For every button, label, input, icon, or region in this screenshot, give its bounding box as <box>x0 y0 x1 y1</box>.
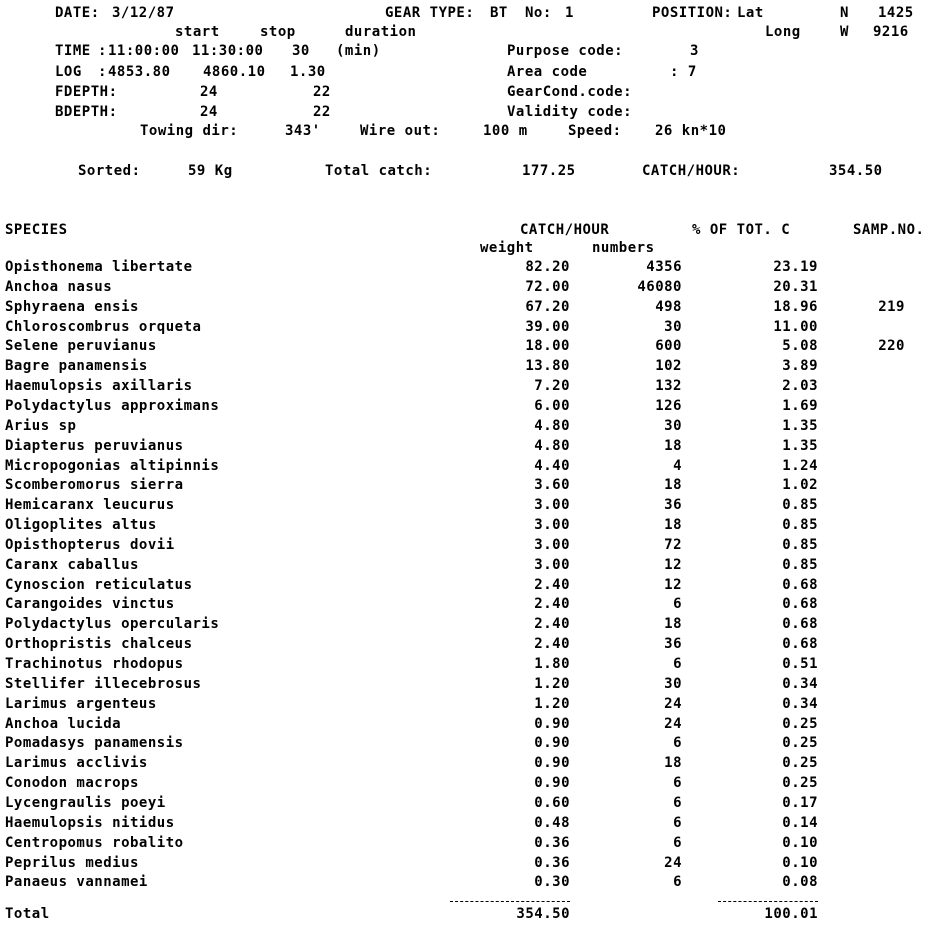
species-name: Peprilus medius <box>5 854 139 871</box>
catch-weight: 4.80 <box>534 417 570 434</box>
catch-numbers: 6 <box>673 874 682 891</box>
catch-numbers: 18 <box>664 477 682 494</box>
percent-of-total: 0.34 <box>782 695 818 712</box>
catch-numbers: 24 <box>664 854 682 871</box>
catch-weight: 6.00 <box>534 397 570 414</box>
species-name: Trachinotus rhodopus <box>5 656 184 672</box>
catch-weight: 1.80 <box>534 656 570 672</box>
percent-of-total: 5.08 <box>782 338 818 355</box>
table-row <box>0 835 950 855</box>
species-name: Haemulopsis nitidus <box>5 814 175 831</box>
table-row <box>0 378 950 398</box>
percent-of-total: 0.68 <box>782 576 818 593</box>
bdepth-start: 24 <box>200 104 218 120</box>
percent-of-total: 11.00 <box>773 318 818 335</box>
catch-numbers: 6 <box>673 794 682 811</box>
table-row <box>0 596 950 616</box>
catch-numbers: 30 <box>664 417 682 434</box>
time-unit: (min) <box>336 43 381 59</box>
towing-dir-label: Towing dir: <box>140 123 239 139</box>
table-row <box>0 338 950 358</box>
sample-number: 220 <box>878 338 905 355</box>
gear-type-label: GEAR TYPE: <box>385 5 475 21</box>
gear-type-value: BT <box>490 5 508 21</box>
catch-numbers: 126 <box>655 397 682 414</box>
species-name: Conodon macrops <box>5 775 139 792</box>
towing-dir-value: 343' <box>285 123 321 139</box>
species-column-header: SPECIES <box>5 222 68 238</box>
table-row <box>0 517 950 537</box>
catch-weight: 39.00 <box>525 318 570 335</box>
catch-numbers: 36 <box>664 636 682 653</box>
table-row <box>0 855 950 875</box>
catch-weight: 0.90 <box>534 775 570 792</box>
station-no-value: 1 <box>565 5 574 21</box>
catch-weight: 0.60 <box>534 794 570 811</box>
percent-of-total: 0.14 <box>782 814 818 831</box>
percent-of-total: 23.19 <box>773 259 818 275</box>
species-name: Polydactylus approximans <box>5 397 220 414</box>
weight-subheader: weight <box>480 240 534 256</box>
percent-of-total: 0.10 <box>782 854 818 871</box>
catch-weight: 4.80 <box>534 437 570 454</box>
percent-of-total: 18.96 <box>773 298 818 315</box>
catch-numbers: 18 <box>664 437 682 454</box>
speed-value: 26 kn*10 <box>655 123 727 139</box>
table-row <box>0 477 950 497</box>
species-name: Sphyraena ensis <box>5 298 139 315</box>
table-row <box>0 577 950 597</box>
table-row <box>0 636 950 656</box>
catch-weight: 18.00 <box>525 338 570 355</box>
species-name: Carangoides vinctus <box>5 596 175 613</box>
catch-numbers: 18 <box>664 755 682 772</box>
table-row <box>0 755 950 775</box>
long-label: Long <box>765 24 801 40</box>
species-name: Oligoplites altus <box>5 517 157 534</box>
percent-of-total: 1.02 <box>782 477 818 494</box>
catch-weight: 1.20 <box>534 675 570 692</box>
catch-per-hour-label: CATCH/HOUR: <box>642 163 741 179</box>
species-name: Centropomus robalito <box>5 834 184 851</box>
sorted-label: Sorted: <box>78 163 141 179</box>
catch-weight: 1.20 <box>534 695 570 712</box>
percent-of-total: 0.25 <box>782 735 818 752</box>
species-name: Pomadasys panamensis <box>5 735 184 752</box>
percent-of-total: 0.25 <box>782 775 818 792</box>
species-name: Larimus argenteus <box>5 695 157 712</box>
percent-of-total: 3.89 <box>782 358 818 375</box>
purpose-code-label: Purpose code: <box>507 43 624 59</box>
gearcond-code-label: GearCond.code: <box>507 84 633 100</box>
percent-of-total: 0.85 <box>782 517 818 534</box>
wire-out-value: 100 m <box>483 123 528 139</box>
bdepth-label: BDEPTH: <box>55 104 118 120</box>
percent-of-total: 0.08 <box>782 874 818 891</box>
percent-total-rule <box>718 901 818 902</box>
time-label: TIME <box>55 43 91 59</box>
validity-code-label: Validity code: <box>507 104 633 120</box>
log-start: 4853.80 <box>108 64 171 80</box>
sample-number-column-header: SAMP.NO. <box>853 222 925 238</box>
species-name: Selene peruvianus <box>5 338 157 355</box>
catch-numbers: 46080 <box>637 278 682 295</box>
area-code-value: : 7 <box>670 64 697 80</box>
table-row <box>0 319 950 339</box>
catch-numbers: 6 <box>673 596 682 613</box>
species-name: Lycengraulis poeyi <box>5 794 166 811</box>
species-name: Anchoa nasus <box>5 278 113 295</box>
species-name: Panaeus vannamei <box>5 874 148 891</box>
area-code-label: Area code <box>507 64 588 80</box>
table-row <box>0 874 950 894</box>
table-row <box>0 279 950 299</box>
catch-numbers: 24 <box>664 715 682 732</box>
log-duration: 1.30 <box>290 64 326 80</box>
species-name: Stellifer illecebrosus <box>5 675 202 692</box>
percent-of-total: 0.34 <box>782 675 818 692</box>
catch-weight: 0.30 <box>534 874 570 891</box>
catch-numbers: 30 <box>664 675 682 692</box>
long-hemisphere: W <box>840 24 849 40</box>
species-name: Diapterus peruvianus <box>5 437 184 454</box>
catch-weight: 7.20 <box>534 378 570 395</box>
table-row <box>0 557 950 577</box>
table-row <box>0 815 950 835</box>
catch-weight: 2.40 <box>534 576 570 593</box>
time-start: 11:00:00 <box>108 43 180 59</box>
species-name: Scomberomorus sierra <box>5 477 184 494</box>
table-row <box>0 398 950 418</box>
column-stop-header: stop <box>260 24 296 40</box>
percent-of-total: 2.03 <box>782 378 818 395</box>
percent-of-total: 0.85 <box>782 556 818 573</box>
purpose-code-value: 3 <box>690 43 699 59</box>
catch-weight: 0.36 <box>534 834 570 851</box>
station-no-label: No: <box>525 5 552 21</box>
species-name: Opisthopterus dovii <box>5 536 175 553</box>
bdepth-stop: 22 <box>313 104 331 120</box>
catch-weight: 3.00 <box>534 497 570 514</box>
table-row <box>0 458 950 478</box>
percent-total-column-header: % OF TOT. C <box>692 222 791 238</box>
catch-numbers: 6 <box>673 656 682 672</box>
catch-weight: 0.36 <box>534 854 570 871</box>
species-name: Chloroscombrus orqueta <box>5 318 202 335</box>
lat-hemisphere: N <box>840 5 849 21</box>
catch-numbers: 132 <box>655 378 682 395</box>
catch-numbers: 18 <box>664 517 682 534</box>
total-label: Total <box>5 906 50 922</box>
speed-label: Speed: <box>568 123 622 139</box>
catch-weight: 13.80 <box>525 358 570 375</box>
catch-numbers: 12 <box>664 576 682 593</box>
table-row <box>0 259 950 279</box>
fdepth-start: 24 <box>200 84 218 100</box>
catch-numbers: 6 <box>673 834 682 851</box>
numbers-subheader: numbers <box>592 240 655 256</box>
catch-numbers: 102 <box>655 358 682 375</box>
total-weight: 354.50 <box>516 906 570 922</box>
table-row <box>0 656 950 676</box>
species-name: Orthopristis chalceus <box>5 636 193 653</box>
species-name: Hemicaranx leucurus <box>5 497 175 514</box>
weight-total-rule <box>450 901 570 902</box>
catch-numbers: 600 <box>655 338 682 355</box>
sorted-value: 59 Kg <box>188 163 233 179</box>
table-row <box>0 418 950 438</box>
catch-weight: 2.40 <box>534 596 570 613</box>
table-row <box>0 616 950 636</box>
total-catch-value: 177.25 <box>522 163 576 179</box>
table-row <box>0 299 950 319</box>
catch-weight: 0.90 <box>534 755 570 772</box>
species-name: Micropogonias altipinnis <box>5 457 220 474</box>
catch-weight: 0.48 <box>534 814 570 831</box>
species-name: Haemulopsis axillaris <box>5 378 193 395</box>
lat-label: Lat <box>737 5 764 21</box>
catch-numbers: 30 <box>664 318 682 335</box>
catch-numbers: 72 <box>664 536 682 553</box>
catch-numbers: 498 <box>655 298 682 315</box>
species-name: Anchoa lucida <box>5 715 122 732</box>
percent-of-total: 0.85 <box>782 536 818 553</box>
percent-of-total: 1.69 <box>782 397 818 414</box>
catch-weight: 3.60 <box>534 477 570 494</box>
catch-numbers: 12 <box>664 556 682 573</box>
date-value: 3/12/87 <box>112 5 175 21</box>
percent-of-total: 1.35 <box>782 437 818 454</box>
percent-of-total: 1.24 <box>782 457 818 474</box>
percent-of-total: 0.25 <box>782 715 818 732</box>
table-row <box>0 696 950 716</box>
catch-weight: 2.40 <box>534 636 570 653</box>
time-duration: 30 <box>292 43 310 59</box>
sample-number: 219 <box>878 298 905 315</box>
date-label: DATE: <box>55 5 100 21</box>
total-catch-label: Total catch: <box>325 163 433 179</box>
species-name: Bagre panamensis <box>5 358 148 375</box>
log-label: LOG <box>55 64 82 80</box>
species-name: Arius sp <box>5 417 77 434</box>
catch-weight: 2.40 <box>534 616 570 633</box>
lat-value: 1425 <box>878 5 914 21</box>
time-stop: 11:30:00 <box>192 43 264 59</box>
log-stop: 4860.10 <box>203 64 266 80</box>
species-name: Polydactylus opercularis <box>5 616 220 633</box>
percent-of-total: 0.17 <box>782 794 818 811</box>
catch-weight: 3.00 <box>534 556 570 573</box>
column-start-header: start <box>175 24 220 40</box>
percent-of-total: 0.51 <box>782 656 818 672</box>
percent-of-total: 0.85 <box>782 497 818 514</box>
catch-numbers: 24 <box>664 695 682 712</box>
catch-weight: 67.20 <box>525 298 570 315</box>
catch-weight: 0.90 <box>534 715 570 732</box>
catch-numbers: 6 <box>673 814 682 831</box>
column-duration-header: duration <box>345 24 417 40</box>
catch-numbers: 4356 <box>646 259 682 275</box>
table-row <box>0 438 950 458</box>
fdepth-stop: 22 <box>313 84 331 100</box>
catch-weight: 4.40 <box>534 457 570 474</box>
percent-of-total: 0.25 <box>782 755 818 772</box>
table-row <box>0 497 950 517</box>
table-row <box>0 775 950 795</box>
table-row <box>0 676 950 696</box>
wire-out-label: Wire out: <box>360 123 441 139</box>
species-name: Cynoscion reticulatus <box>5 576 193 593</box>
total-percent: 100.01 <box>764 906 818 922</box>
percent-of-total: 0.10 <box>782 834 818 851</box>
percent-of-total: 1.35 <box>782 417 818 434</box>
percent-of-total: 0.68 <box>782 616 818 633</box>
catch-per-hour-column-header: CATCH/HOUR <box>520 222 610 238</box>
catch-weight: 82.20 <box>525 259 570 275</box>
catch-numbers: 4 <box>673 457 682 474</box>
catch-numbers: 6 <box>673 775 682 792</box>
catch-numbers: 6 <box>673 735 682 752</box>
position-label: POSITION: <box>652 5 733 21</box>
species-name: Larimus acclivis <box>5 755 148 772</box>
catch-numbers: 18 <box>664 616 682 633</box>
percent-of-total: 0.68 <box>782 596 818 613</box>
long-value: 9216 <box>873 24 909 40</box>
table-row <box>0 735 950 755</box>
table-row <box>0 795 950 815</box>
percent-of-total: 0.68 <box>782 636 818 653</box>
fdepth-label: FDEPTH: <box>55 84 118 100</box>
table-row <box>0 358 950 378</box>
catch-weight: 0.90 <box>534 735 570 752</box>
table-row <box>0 537 950 557</box>
catch-weight: 3.00 <box>534 536 570 553</box>
catch-weight: 3.00 <box>534 517 570 534</box>
catch-weight: 72.00 <box>525 278 570 295</box>
species-name: Opisthonema libertate <box>5 259 193 275</box>
table-row <box>0 716 950 736</box>
percent-of-total: 20.31 <box>773 278 818 295</box>
species-name: Caranx caballus <box>5 556 139 573</box>
catch-per-hour-value: 354.50 <box>829 163 883 179</box>
catch-numbers: 36 <box>664 497 682 514</box>
